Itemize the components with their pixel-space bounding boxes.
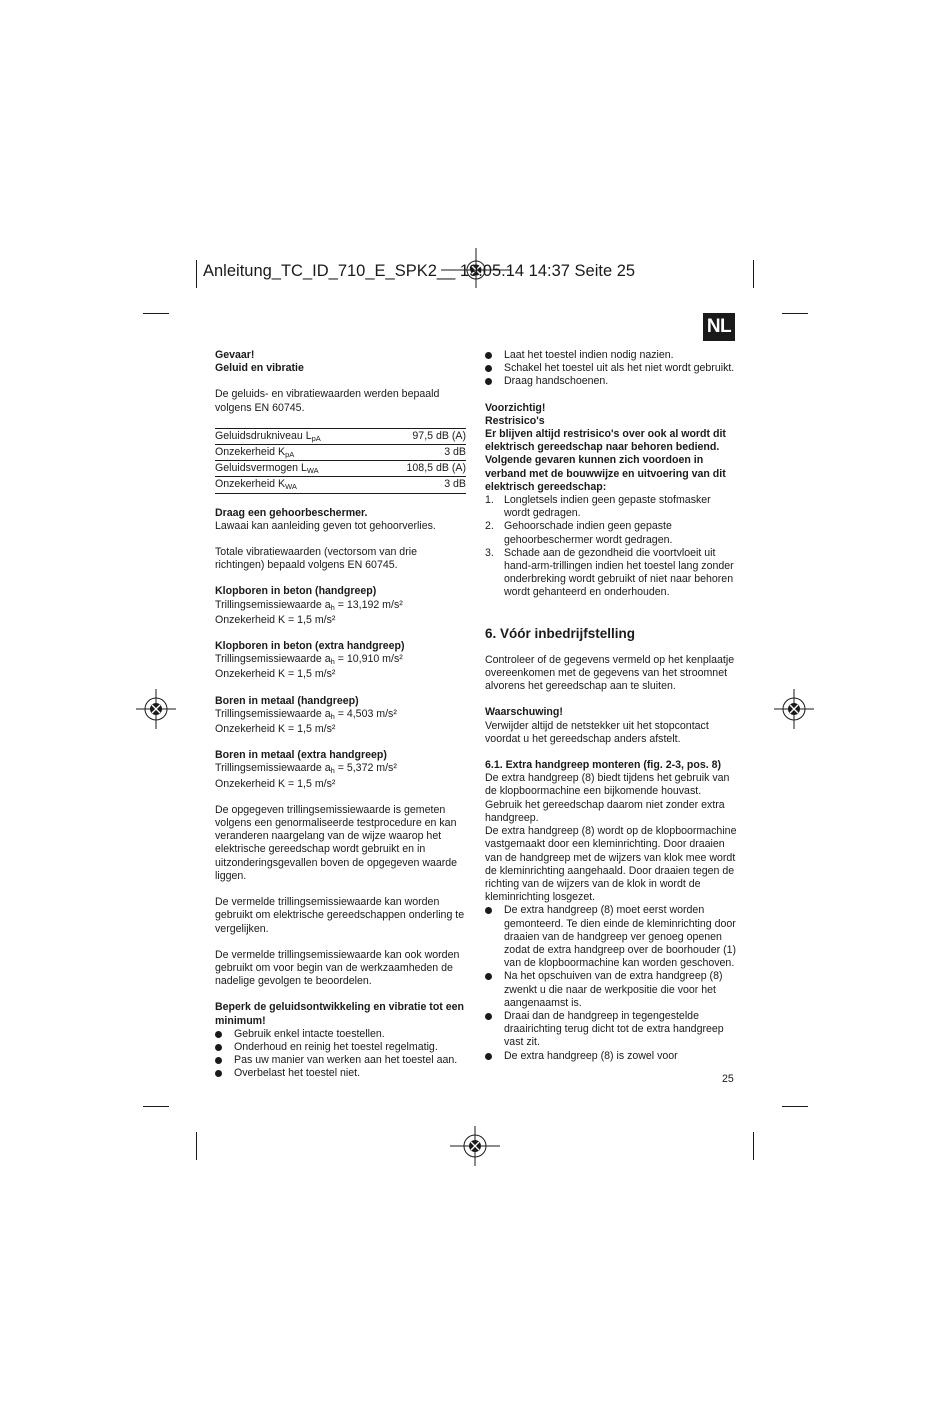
crop-mark [143, 1106, 169, 1107]
measurement-uncertainty: Onzekerheid K = 1,5 m/s² [215, 613, 336, 626]
table-cell-label: Geluidsvermogen $L_{WA}$ [215, 461, 376, 477]
paragraph: De extra handgreep (8) biedt tijdens het gebruik van de klopboormachine een bijkomende houvast. Gebruik het gereedschap daarom niet zonder extra handgreep. [485, 772, 730, 824]
table-cell-value: 108,5 dB (A) [376, 461, 466, 477]
left-column [215, 349, 467, 1081]
registration-mark-icon [450, 1126, 500, 1166]
caution-subtitle: Restrisico's [485, 414, 545, 427]
registration-mark-icon [774, 689, 814, 729]
table-cell-label: Geluidsdrukniveau $L_{pA}$ [215, 428, 376, 444]
page-number: 25 [722, 1073, 734, 1085]
language-badge: NL [703, 313, 735, 341]
crop-mark [782, 1106, 808, 1107]
list-item: Na het opschuiven van de extra handgreep (8) zwenkt u die naar de werkpositie die voor het aangenaamst is. [485, 970, 737, 1010]
measurement-emission: Trillingsemissiewaarde $a_h = 4,503$ m/s² [215, 707, 397, 721]
crop-mark [143, 313, 169, 314]
subsection-title: 6.1. Extra handgreep monteren (fig. 2-3, pos. 8) [485, 759, 722, 772]
table-cell-label: Onzekerheid $K_{WA}$ [215, 477, 376, 493]
section-title: 6. Vóór inbedrijfstelling [485, 625, 636, 641]
caution-title: Voorzichtig! [485, 401, 546, 414]
measurement-emission: Trillingsemissiewaarde $a_h = 10,910$ m/s² [215, 653, 403, 667]
list-item: 1. Longletsels indien geen gepaste stofmasker wordt gedragen. [485, 494, 711, 520]
warning-title: Waarschuwing! [485, 706, 563, 719]
limit-list [215, 1028, 467, 1081]
measurement-title: Klopboren in beton (handgreep) [215, 585, 377, 598]
list-item: Draag handschoenen. [485, 375, 737, 388]
right-column [485, 349, 737, 1063]
measurement-title: Klopboren in beton (extra handgreep) [215, 640, 405, 653]
paragraph: De vermelde trillingsemissiewaarde kan ook worden gebruikt om voor begin van de werkzaamheden de nadelige gevolgen te beoordelen. [215, 948, 460, 988]
measurement-title: Boren in metaal (handgreep) [215, 694, 359, 707]
list-item: De extra handgreep (8) moet eerst worden gemonteerd. Te dien einde de kleminrichting door draaien van de handgreep ver genoeg openen zodat de extra handgreep over de boorhouder (1) van de klopboormachine kan worden geschoven. [485, 904, 737, 970]
table-cell-label: Onzekerheid $K_{pA}$ [215, 445, 376, 461]
list-item: Gebruik enkel intacte toestellen. [215, 1028, 467, 1041]
limit-title: Beperk de geluidsontwikkeling en vibratie tot een minimum! [215, 1001, 465, 1027]
table-row [215, 477, 466, 493]
list-item: 2. Gehoorschade indien geen gepaste gehoorbeschermer wordt gedragen. [485, 520, 673, 546]
print-header: Anleitung_TC_ID_710_E_SPK2__ 19.05.14 14:37 Seite 25 [203, 262, 636, 280]
intro-text: De geluids- en vibratiewaarden werden bepaald volgens EN 60745. [215, 388, 440, 414]
table-cell-value: 97,5 dB (A) [376, 428, 466, 444]
list-item: Pas uw manier van werken aan het toestel aan. [215, 1054, 467, 1067]
measurement-emission: Trillingsemissiewaarde $a_h = 13,192$ m/s² [215, 598, 403, 612]
measurement-emission: Trillingsemissiewaarde $a_h = 5,372$ m/s² [215, 762, 397, 776]
list-item: Onderhoud en reinig het toestel regelmatig. [215, 1041, 467, 1054]
table-cell-value: 3 dB [376, 477, 466, 493]
table-row [215, 445, 466, 461]
registration-mark-icon [136, 689, 176, 729]
table-cell-value: 3 dB [376, 445, 466, 461]
crop-mark [782, 313, 808, 314]
noise-values-table [215, 428, 466, 494]
ear-protection-title: Draag een gehoorbeschermer. [215, 506, 368, 519]
list-item: Draai dan de handgreep in tegengestelde draairichting terug dicht tot de extra handgreep vast zit. [485, 1010, 737, 1050]
vibration-total-text: Totale vibratiewaarden (vectorsom van drie richtingen) bepaald volgens EN 60745. [215, 546, 417, 572]
paragraph: De vermelde trillingsemissiewaarde kan worden gebruikt om elektrische gereedschappen onderling te vergelijken. [215, 896, 465, 935]
danger-subtitle: Geluid en vibratie [215, 362, 304, 375]
list-item: Laat het toestel indien nodig nazien. [485, 349, 737, 362]
crop-mark [753, 260, 754, 288]
list-item: 3. Schade aan de gezondheid die voortvloeit uit hand-arm-trillingen indien het toestel lang zonder onderbreking wordt gebruikt of niet naar behoren wordt gehanteerd en onderhouden. [485, 546, 734, 599]
measurement-title: Boren in metaal (extra handgreep) [215, 749, 387, 762]
paragraph: De extra handgreep (8) wordt op de klopboormachine vastgemaakt door een kleminrichting. Door draaien van de handgreep met de wijzers van klok mee wordt de kleminrichting aangehaald. Door draaien tegen de richting van de wijzers van de klok in wordt de kleminrichting losgezet. [485, 825, 737, 904]
paragraph: De opgegeven trillingsemissiewaarde is gemeten volgens een genormaliseerde testprocedure en kan veranderen naargelang van de wijze waarop het elektrische gereedschap wordt gebruikt en in uitzonderingsgevallen boven de opgegeven waarde liggen. [215, 803, 458, 882]
warning-text: Verwijder altijd de netstekker uit het stopcontact voordat u het gereedschap anders afstelt. [485, 719, 709, 745]
caution-text: Er blijven altijd restrisico's over ook al wordt dit elektrisch gereedschap naar behoren bediend. Volgende gevaren kunnen zich voordoen in verband met de bouwwijze en uitvoering van dit elektrisch gereedschap: [485, 428, 726, 493]
measurement-uncertainty: Onzekerheid K = 1,5 m/s² [215, 777, 336, 790]
table-row [215, 461, 466, 477]
danger-title: Gevaar! [215, 349, 255, 361]
list-item: Overbelast het toestel niet. [215, 1067, 467, 1080]
crop-mark [753, 1132, 754, 1160]
list-item: De extra handgreep (8) is zowel voor [485, 1050, 737, 1063]
steps-list [485, 904, 737, 1062]
crop-mark [196, 1132, 197, 1160]
top-list [485, 349, 737, 389]
section-text: Controleer of de gegevens vermeld op het kenplaatje overeenkomen met de gegevens van het stroomnet alvorens het gereedschap aan te sluiten. [485, 653, 735, 693]
measurement-uncertainty: Onzekerheid K = 1,5 m/s² [215, 723, 336, 736]
ear-protection-text: Lawaai kan aanleiding geven tot gehoorverlies. [215, 519, 436, 532]
measurement-uncertainty: Onzekerheid K = 1,5 m/s² [215, 668, 336, 681]
list-item: Schakel het toestel uit als het niet wordt gebruikt. [485, 362, 737, 375]
risk-list [485, 494, 737, 600]
table-row [215, 428, 466, 444]
crop-mark [196, 260, 197, 288]
